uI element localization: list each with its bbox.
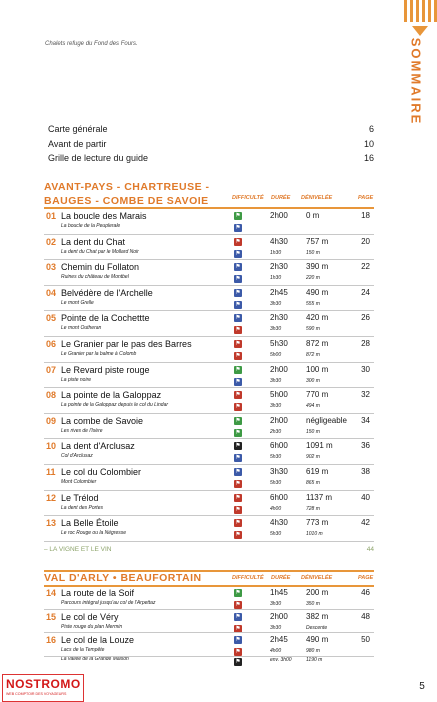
route-variant: Parcours intégral jusqu'au col de l'Arpettaz	[61, 600, 156, 606]
difficulty-variant-icon: ⚑	[235, 353, 241, 359]
route-duration: 3h30	[270, 467, 288, 476]
route-variant: La dent du Chat par le Mollard Noir	[61, 248, 139, 255]
route-elevation: 619 m	[306, 467, 329, 476]
variant-duration: 2h30	[270, 428, 282, 435]
route-row[interactable]	[44, 588, 376, 614]
tab-arrow-icon	[412, 26, 428, 36]
difficulty-variant-icon: ⚑	[235, 602, 241, 608]
route-name: Le Revard piste rouge	[61, 364, 150, 375]
route-variant: Ruines du château de Montbel	[61, 274, 129, 281]
route-number: 07	[46, 364, 57, 375]
route-page: 30	[361, 364, 370, 374]
route-row[interactable]	[44, 635, 376, 665]
col-page-2: PAGE	[358, 575, 374, 581]
route-number: 14	[46, 588, 57, 598]
col-elevation-2: DÉNIVELÉE	[301, 575, 333, 581]
route-number: 10	[46, 441, 57, 452]
route-variant: La pointe de la Galoppaz depuis le col du Lindar	[61, 402, 169, 409]
intro-item[interactable]	[48, 124, 374, 134]
difficulty-icon: ⚑	[235, 443, 241, 450]
row-divider	[44, 285, 374, 286]
route-variant: Le Granier par la balme à Colomb	[61, 351, 137, 357]
difficulty-variant-icon: ⚑	[235, 378, 241, 385]
route-name: Le col du Colombier	[61, 467, 142, 477]
row-divider	[44, 490, 374, 491]
route-number: 02	[46, 236, 57, 247]
route-number: 05	[46, 313, 57, 324]
route-page: 18	[361, 211, 370, 220]
intro-item[interactable]	[48, 153, 374, 163]
route-variant-2: La vallée de la Grande Maison	[61, 656, 129, 662]
intro-item-page: 10	[363, 138, 374, 149]
difficulty-variant-icon: ⚑	[235, 532, 241, 539]
route-elevation: 1137 m	[306, 492, 333, 502]
route-variant: La boucle de la Peuplerale	[61, 223, 121, 229]
route-name: Le Trélod	[61, 492, 99, 503]
route-duration: 4h30	[270, 236, 288, 246]
variant-elevation: 1010 m	[306, 531, 323, 538]
variant-duration: 5h30	[270, 454, 282, 461]
route-variant: La piste noire	[61, 376, 92, 383]
route-elevation: 490 m	[306, 635, 329, 644]
route-page: 34	[361, 415, 370, 425]
row-divider	[44, 632, 374, 633]
difficulty-icon: ⚑	[235, 264, 241, 271]
route-variant: Piste rouge du plan Mermin	[61, 623, 123, 630]
variant-elevation: 872 m	[306, 352, 320, 358]
col-elevation: DÉNIVELÉE	[301, 195, 333, 201]
section1-title-2	[44, 195, 209, 208]
route-row[interactable]	[44, 612, 376, 638]
row-divider	[44, 387, 374, 388]
route-name: La boucle des Marais	[61, 211, 147, 221]
route-elevation: 390 m	[306, 262, 329, 272]
row-divider	[44, 515, 374, 516]
route-number: 12	[46, 492, 57, 503]
logo-tagline: WEB COMPTOIR DES VOYAGEURS	[6, 692, 67, 696]
route-page: 42	[361, 518, 370, 528]
difficulty-icon: ⚑	[235, 341, 241, 347]
col-duration: DURÉE	[271, 195, 291, 201]
difficulty-variant-icon: ⚑	[235, 225, 241, 231]
variant-duration: 5h00	[270, 352, 282, 358]
col-difficulty-2: DIFFICULTÉ	[232, 575, 264, 581]
route-elevation: 757 m	[306, 236, 329, 246]
sommaire-tab[interactable]	[398, 37, 437, 134]
route-duration: 4h30	[270, 518, 288, 528]
intro-item-page: 16	[363, 153, 374, 163]
route-name: Le col de la Louze	[61, 635, 135, 645]
difficulty-variant-icon: ⚑	[235, 327, 241, 334]
route-duration: 2h00	[270, 415, 288, 425]
route-name: La route de la Soif	[61, 588, 135, 598]
route-page: 36	[361, 441, 370, 451]
route-elevation: 490 m	[306, 287, 329, 297]
route-variant: Lacs de la Tempête	[61, 647, 105, 653]
difficulty-variant-icon: ⚑	[235, 276, 241, 283]
variant-elevation: 590 m	[306, 326, 320, 333]
variant-duration: 5h30	[270, 531, 282, 538]
route-elevation: 773 m	[306, 518, 329, 528]
intro-item-label: Avant de partir	[48, 138, 107, 149]
route-variant: Col d'Arclusaz	[61, 453, 93, 460]
route-variant: Le mont Grelle	[61, 299, 94, 306]
route-name: Pointe de la Cochettte	[61, 313, 150, 324]
variant-duration: 1h30	[270, 249, 282, 256]
variant-elevation: 150 m	[306, 249, 320, 256]
route-number: 04	[46, 287, 57, 298]
section2-rule	[44, 585, 374, 587]
variant-duration: 3h30	[270, 326, 282, 333]
intro-item[interactable]	[48, 139, 374, 149]
variant-elevation: 902 m	[306, 454, 320, 461]
route-name: Belvédère de l'Archelle	[61, 287, 153, 298]
route-page: 48	[361, 611, 370, 621]
route-number: 09	[46, 415, 57, 426]
route-duration: 5h30	[270, 339, 288, 348]
row-divider	[44, 656, 374, 657]
route-elevation: 872 m	[306, 339, 329, 348]
route-name: Le Granier par le pas des Barres	[61, 339, 192, 349]
difficulty-icon: ⚑	[235, 637, 241, 643]
route-page: 22	[361, 262, 370, 272]
col-difficulty: DIFFICULTÉ	[232, 195, 264, 201]
section1-title-line2: BAUGES - COMBE DE SAVOIE	[44, 195, 209, 207]
variant-elevation: 728 m	[306, 505, 320, 512]
route-name: La dent du Chat	[61, 236, 126, 247]
row-divider	[44, 609, 374, 610]
route-name: Le col de Véry	[61, 611, 119, 622]
route-duration: 2h30	[270, 262, 288, 272]
route-elevation: 0 m	[306, 211, 320, 220]
intro-item-label: Carte générale	[48, 124, 108, 134]
variant-elevation: 150 m	[306, 428, 320, 435]
difficulty-icon: ⚑	[235, 366, 241, 373]
row-divider	[44, 234, 374, 235]
difficulty-icon: ⚑	[235, 613, 241, 620]
variant-duration: 3h30	[270, 300, 282, 307]
wine-entry[interactable]	[44, 546, 374, 553]
variant-duration: 5h30	[270, 480, 282, 486]
route-duration: 6h00	[270, 492, 288, 502]
route-name: Chemin du Follaton	[61, 262, 140, 273]
section1-rule	[44, 207, 374, 209]
difficulty-variant-icon: ⚑	[235, 649, 241, 655]
wine-page: 44	[366, 546, 374, 553]
route-elevation: 382 m	[306, 611, 329, 621]
variant-elevation: 494 m	[306, 403, 320, 410]
variant-duration: 3h30	[270, 403, 282, 410]
difficulty-variant-icon: ⚑	[235, 455, 241, 462]
route-elevation: 770 m	[306, 390, 329, 400]
route-duration: 6h00	[270, 441, 288, 451]
difficulty-variant-icon: ⚑	[235, 625, 241, 632]
row-divider	[44, 413, 374, 414]
route-duration: 2h00	[270, 211, 288, 220]
route-variant: Le mont Outheran	[61, 325, 102, 332]
wine-label: – LA VIGNE ET LE VIN	[44, 546, 112, 553]
col-page: PAGE	[358, 195, 374, 201]
variant-elevation: 980 m	[306, 648, 320, 654]
route-page: 50	[361, 635, 370, 644]
row-divider	[44, 541, 374, 542]
route-variant: Mont Colombier	[61, 479, 97, 485]
variant-2-duration: env. 3h00	[270, 657, 292, 663]
variant-elevation: 865 m	[306, 480, 320, 486]
difficulty-variant-icon: ⚑	[235, 429, 241, 436]
difficulty-icon: ⚑	[235, 392, 241, 399]
col-duration-2: DURÉE	[271, 575, 291, 581]
section1-title-line1: AVANT-PAYS - CHARTREUSE -	[44, 181, 210, 193]
tab-stripes	[403, 0, 437, 24]
route-number: 13	[46, 518, 57, 529]
intro-item-label: Grille de lecture du guide	[48, 153, 149, 163]
route-duration: 2h00	[270, 364, 288, 374]
route-number: 16	[46, 635, 57, 645]
route-page: 26	[361, 313, 370, 323]
route-duration: 2h00	[270, 611, 288, 621]
page-number: 5	[410, 676, 434, 700]
difficulty-icon: ⚑	[235, 520, 241, 527]
row-divider	[44, 438, 374, 439]
nostromo-logo	[2, 674, 84, 702]
route-page: 32	[361, 390, 370, 400]
variant-elevation: 220 m	[306, 275, 320, 282]
difficulty-icon: ⚑	[235, 238, 241, 245]
route-page: 24	[361, 287, 370, 297]
route-number: 01	[46, 211, 57, 221]
variant-elevation: 350 m	[306, 601, 320, 607]
variant-2-elevation: 1190 m	[306, 657, 323, 663]
route-variant: Les rives de l'Isère	[61, 427, 103, 434]
route-name: La pointe de la Galoppaz	[61, 390, 162, 401]
variant-elevation: Descente	[306, 624, 328, 631]
logo-name: NOSTROMO	[6, 677, 81, 691]
route-name: La dent d'Arclusaz	[61, 441, 135, 452]
photo-caption: Chalets refuge du Fond des Fours.	[45, 41, 138, 47]
route-duration: 1h45	[270, 588, 288, 597]
difficulty-icon: ⚑	[235, 289, 241, 296]
route-elevation: 420 m	[306, 313, 329, 323]
route-page: 46	[361, 588, 370, 597]
variant-elevation: 555 m	[306, 300, 320, 307]
route-duration: 2h45	[270, 635, 288, 644]
section1-title	[44, 181, 210, 194]
row-divider	[44, 336, 374, 337]
row-divider	[44, 310, 374, 311]
intro-item-page: 6	[368, 124, 374, 134]
difficulty-icon: ⚑	[235, 494, 241, 501]
difficulty-icon: ⚑	[235, 315, 241, 322]
difficulty-icon: ⚑	[235, 590, 241, 596]
difficulty-variant-icon: ⚑	[235, 481, 241, 487]
difficulty-variant-icon: ⚑	[235, 250, 241, 257]
route-variant: Le roc Rouge ou la Négresse	[61, 530, 127, 537]
section2-title: VAL D'ARLY • BEAUFORTAIN	[44, 572, 202, 584]
variant-duration: 3h30	[270, 601, 282, 607]
difficulty-variant-2-icon: ⚑	[235, 659, 241, 665]
route-page: 40	[361, 492, 370, 502]
difficulty-variant-icon: ⚑	[235, 301, 241, 308]
variant-duration: 4h00	[270, 648, 282, 654]
difficulty-icon: ⚑	[235, 417, 241, 424]
route-elevation: 100 m	[306, 364, 329, 374]
route-elevation: négligeable	[306, 415, 347, 425]
route-duration: 2h30	[270, 313, 288, 323]
route-page: 38	[361, 467, 370, 476]
variant-duration: 1h30	[270, 275, 282, 282]
route-number: 15	[46, 611, 57, 622]
route-name: La Belle Étoile	[61, 518, 119, 529]
variant-duration: 3h30	[270, 624, 282, 631]
variant-elevation: 300 m	[306, 377, 320, 384]
variant-duration: 4h00	[270, 505, 282, 512]
route-number: 03	[46, 262, 57, 273]
difficulty-icon: ⚑	[235, 213, 241, 219]
route-number: 08	[46, 390, 57, 401]
difficulty-variant-icon: ⚑	[235, 404, 241, 411]
route-name: La combe de Savoie	[61, 415, 144, 426]
route-duration: 2h45	[270, 287, 288, 297]
variant-duration: 3h30	[270, 377, 282, 384]
difficulty-variant-icon: ⚑	[235, 506, 241, 513]
route-elevation: 200 m	[306, 588, 329, 597]
difficulty-icon: ⚑	[235, 469, 241, 475]
sommaire-label: SOMMAIRE	[408, 37, 424, 126]
route-page: 28	[361, 339, 370, 348]
route-number: 11	[46, 467, 56, 477]
row-divider	[44, 362, 374, 363]
route-duration: 5h00	[270, 390, 288, 400]
row-divider	[44, 464, 374, 465]
route-page: 20	[361, 236, 370, 246]
route-elevation: 1091 m	[306, 441, 333, 451]
row-divider	[44, 259, 374, 260]
route-variant: La dent des Portes	[61, 504, 103, 511]
route-number: 06	[46, 339, 57, 349]
